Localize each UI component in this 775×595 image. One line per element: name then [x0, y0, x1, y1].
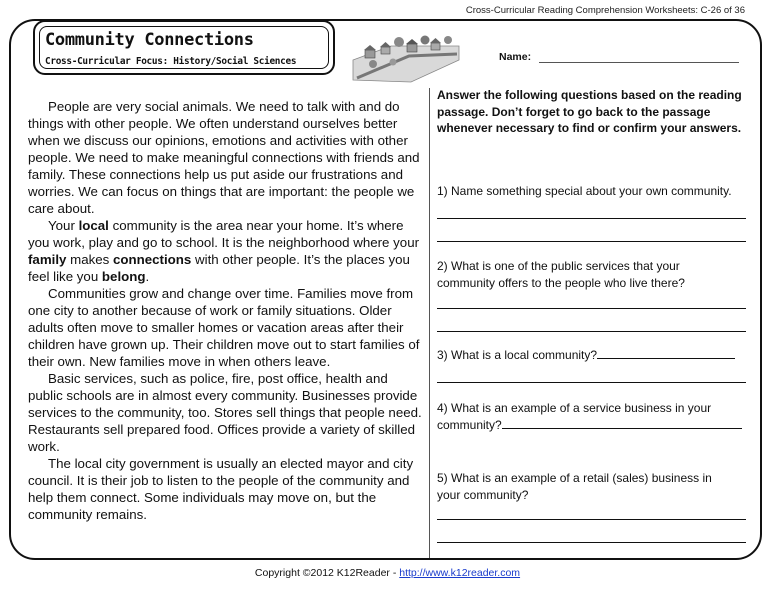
answer-line-4-inline[interactable] [502, 428, 742, 429]
answer-line-5b[interactable] [437, 542, 746, 543]
footer [0, 567, 775, 579]
answer-line-3-inline[interactable] [597, 358, 735, 359]
answer-line-3[interactable] [437, 382, 746, 383]
question-2: 2) What is one of the public services that your community offers to the people who live there? [437, 259, 685, 290]
k12reader-link[interactable]: http://www.k12reader.com [399, 567, 521, 579]
answer-line-2a[interactable] [437, 308, 746, 309]
name-label: Name: [499, 51, 532, 63]
passage-paragraph-4: Basic services, such as police, fire, post office, health and public schools are in almost every community. Businesses provide services to the community, too. Stores sell things that people need. Restaurants sell prepared food. Offices provide a variety of skilled work. [28, 371, 422, 454]
reading-passage [28, 98, 422, 523]
instructions: Answer the following questions based on the reading passage. Don’t forget to go back to the passage whenever necessary to find or confirm your answers. [437, 88, 742, 135]
answer-line-1b[interactable] [437, 241, 746, 242]
passage-paragraph-1: People are very social animals. We need to talk with and do things with other people. We often understand ourselves better when we discuss our opinions, emotions and activities with other people. We need to make meaningful connections with friends and family. These connections help us put aside our frustrations and worries. We can focus on things that are important: the people we care about. [28, 99, 420, 216]
passage-paragraph-3: Communities grow and change over time. Families move from one city to another because of work or family situations. Older adults often move to smaller homes or vacation areas after their children have grown up. Their children move out to start families of their own. New families move in when others leave. [28, 286, 420, 369]
question-1: 1) Name something special about your own community. [437, 184, 732, 198]
name-field[interactable] [539, 62, 739, 63]
question-4: 4) What is an example of a service business in your community? [437, 401, 712, 432]
column-divider [429, 88, 430, 558]
answer-line-5a[interactable] [437, 519, 746, 520]
copyright-text: Copyright ©2012 K12Reader - [254, 567, 400, 579]
question-3: 3) What is a local community? [437, 348, 598, 362]
answer-line-2b[interactable] [437, 331, 746, 332]
question-4-row [437, 400, 747, 434]
passage-paragraph-2: Your local community is the area near your home. It’s where you work, play and go to school. It is the neighborhood where your family makes connections with other people. It’s the places you feel like you belong. [28, 218, 420, 284]
page-title: Community Connections [45, 30, 254, 50]
neighborhood-illustration [351, 16, 461, 86]
answer-line-1a[interactable] [437, 218, 746, 219]
question-3-row [437, 347, 757, 364]
question-5: 5) What is an example of a retail (sales) business in your community? [437, 471, 712, 502]
passage-paragraph-5: The local city government is usually an elected mayor and city council. It is their job to listen to the people of the community and help them connect. Some individuals may move on, but the community remains. [28, 456, 414, 522]
title-box [33, 20, 335, 75]
worksheet-label: Cross-Curricular Reading Comprehension Worksheets: C-26 of 36 [465, 5, 745, 16]
page-subtitle: Cross-Curricular Focus: History/Social Sciences [45, 56, 297, 67]
